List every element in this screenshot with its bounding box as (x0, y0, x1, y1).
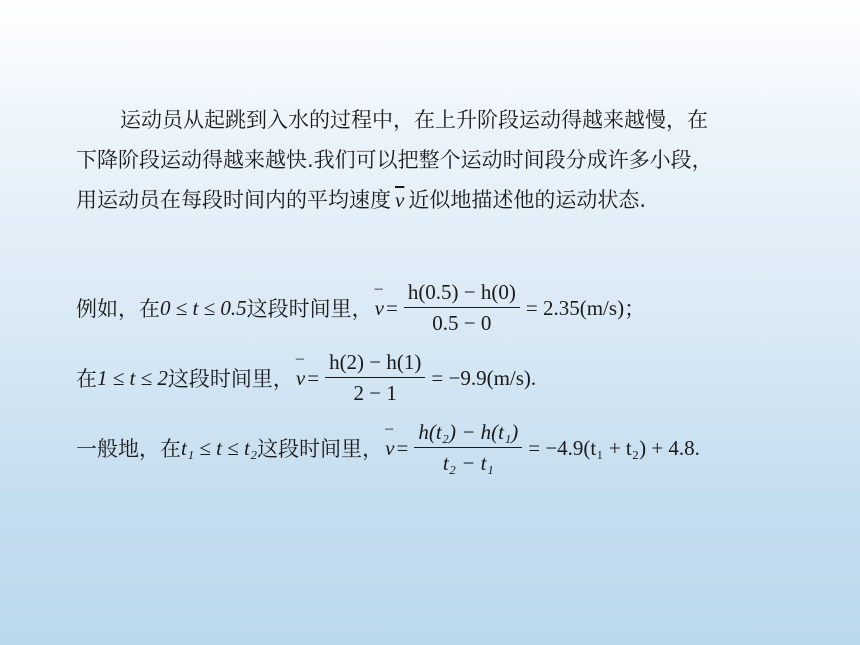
equals-sign: = (307, 365, 320, 390)
example-prefix: 例如，在 (76, 297, 160, 321)
intro-paragraph (76, 100, 796, 220)
average-velocity-symbol: – v (373, 296, 386, 321)
example-result: = −4.9(t₁ + t₂) + 4.8 (528, 435, 695, 460)
difference-quotient (414, 420, 522, 476)
example-row-2 (76, 350, 536, 406)
example-end: ； (624, 297, 646, 321)
intro-line-1: 运动员从起跳到入水的过程中，在上升阶段运动得越来越慢，在 (120, 108, 708, 132)
example-row-1 (76, 280, 645, 336)
example-prefix: 在 (76, 367, 97, 391)
equals-sign: = (396, 435, 409, 460)
example-result: = −9.9(m/s) (431, 365, 531, 390)
example-row-general (76, 420, 700, 476)
example-mid: 这段时间里， (246, 297, 373, 321)
average-velocity-symbol: $\overline{v}$ (395, 188, 405, 212)
average-velocity-symbol: – v (383, 436, 396, 461)
example-mid: 这段时间里， (257, 437, 384, 461)
time-interval: 1 ≤ t ≤ 2 (97, 365, 168, 390)
example-prefix: 一般地，在 (76, 437, 181, 461)
fraction-denominator: 2 − 1 (353, 381, 397, 405)
fraction-denominator: 0.5 − 0 (432, 311, 492, 335)
example-end: . (530, 365, 537, 390)
difference-quotient (404, 280, 520, 336)
example-mid: 这段时间里， (167, 367, 294, 391)
equals-sign: = (385, 295, 398, 320)
intro-line-3-start: 用运动员在每段时间内的平均速度 (76, 188, 391, 212)
example-end: . (694, 435, 700, 460)
difference-quotient (325, 350, 425, 406)
fraction-numerator: h(0.5) − h(0) (404, 280, 520, 308)
intro-line-2: 下降阶段运动得越来越快.我们可以把整个运动时间段分成许多小段， (76, 148, 713, 172)
time-interval: 0 ≤ t ≤ 0.5 (160, 295, 247, 320)
fraction-numerator: h(2) − h(1) (325, 350, 425, 378)
intro-line-3 (76, 180, 796, 220)
time-interval: t₁ ≤ t ≤ t₂ (181, 435, 258, 460)
average-velocity-symbol: – v (294, 366, 307, 391)
example-result: = 2.35(m/s) (525, 295, 625, 320)
fraction-numerator: h(t₂) − h(t₁) (414, 420, 522, 448)
fraction-denominator: t₂ − t₁ (442, 451, 494, 475)
intro-line-3-end: 近似地描述他的运动状态. (408, 188, 647, 212)
